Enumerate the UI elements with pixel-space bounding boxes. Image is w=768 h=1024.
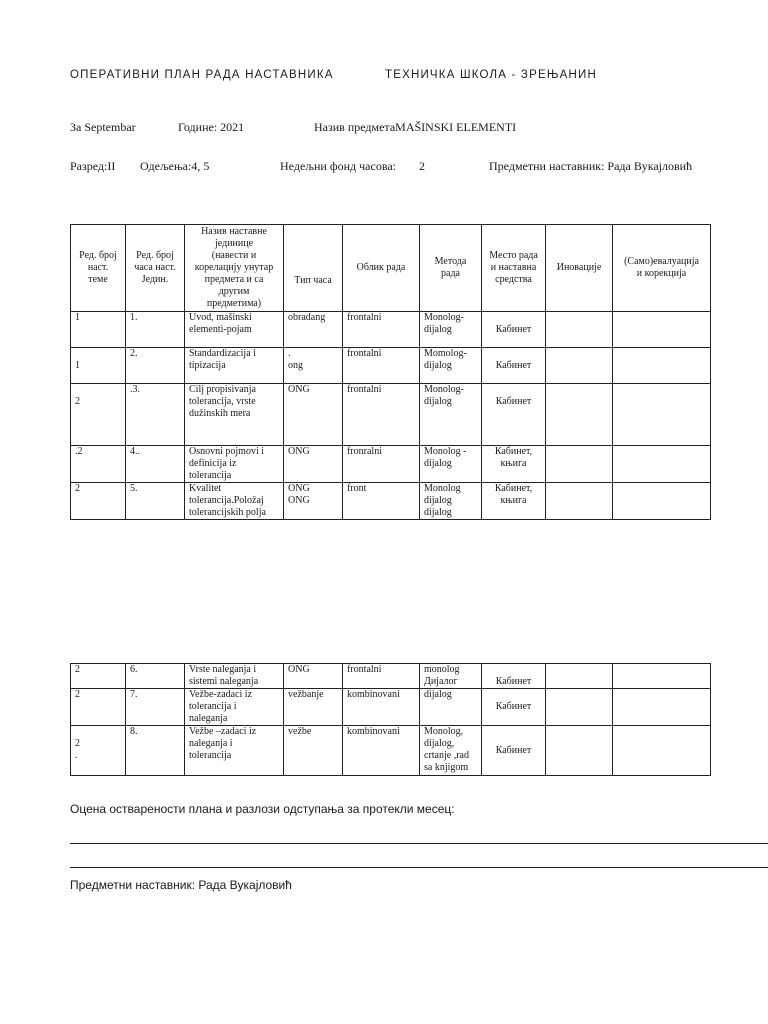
table-row (71, 312, 711, 348)
cell (546, 664, 613, 689)
grade-field: Разред:II (70, 159, 116, 173)
cell (546, 348, 613, 384)
cell (613, 446, 711, 483)
cell: dijalog (420, 689, 482, 726)
col-header: Ред. број часа наст. Једин. (126, 225, 185, 312)
table-row (71, 689, 711, 726)
cell (546, 384, 613, 446)
cell: kombinovani (343, 726, 420, 776)
cell: kombinovani (343, 689, 420, 726)
cell: frontalni (343, 664, 420, 689)
cell (613, 384, 711, 446)
col-header: Назив наставне јединице (навести и корелацију унутар предмета и са другим предметима) (185, 225, 284, 312)
cell (546, 446, 613, 483)
subject-label: Назив предмета (314, 120, 396, 134)
cell: Кабинет (482, 726, 546, 776)
table-row (71, 483, 711, 520)
cell: Кабинет (482, 384, 546, 446)
cell: .3. (126, 384, 185, 446)
col-header: Тип часа (284, 225, 343, 312)
divider (70, 867, 768, 868)
cell: 2. (126, 348, 185, 384)
cell (546, 483, 613, 520)
cell (546, 312, 613, 348)
school-name: ТЕХНИЧКА ШКОЛА - ЗРЕЊАНИН (385, 69, 597, 81)
cell: Osnovni pojmovi i definicija iz tolerancija (185, 446, 284, 483)
cell: Vežbe-zadaci iz tolerancija i naleganja (185, 689, 284, 726)
cell (546, 726, 613, 776)
cell: front (343, 483, 420, 520)
cell: Monolog- dijalog (420, 384, 482, 446)
cell: Standardizacija i tipizacija (185, 348, 284, 384)
classes-field: Одељења:4, 5 (140, 159, 210, 173)
cell: Monolog, dijalog, crtanje ,rad sa knjigom (420, 726, 482, 776)
weekly-hours-value: 2 (419, 159, 425, 173)
cell: ONG ONG (284, 483, 343, 520)
col-header: Ред. број наст. теме (71, 225, 126, 312)
cell (613, 726, 711, 776)
cell: Monolog- dijalog (420, 312, 482, 348)
cell: Кабинет, књига (482, 446, 546, 483)
cell: Vežbe –zadaci iz naleganja i tolerancija (185, 726, 284, 776)
cell: Uvod, mašinski elementi-pojam (185, 312, 284, 348)
weekly-hours-label: Недељни фонд часова: (280, 159, 396, 173)
cell: 2 (71, 483, 126, 520)
cell: frontalni (343, 348, 420, 384)
subject-field (314, 120, 516, 135)
cell (613, 689, 711, 726)
cell: 5. (126, 483, 185, 520)
table-header-row (71, 225, 711, 312)
cell: 1 (71, 312, 126, 348)
cell (613, 664, 711, 689)
cell: frontalni (343, 312, 420, 348)
cell: vežbanje (284, 689, 343, 726)
table-row (71, 446, 711, 483)
cell (613, 348, 711, 384)
cell: 7. (126, 689, 185, 726)
cell: 8. (126, 726, 185, 776)
cell: obradang (284, 312, 343, 348)
cell: Кабинет (482, 348, 546, 384)
table-row (71, 726, 711, 776)
cell (546, 689, 613, 726)
cell (613, 483, 711, 520)
cell: 2 . (71, 726, 126, 776)
cell: . ong (284, 348, 343, 384)
cell (613, 312, 711, 348)
cell: ONG (284, 664, 343, 689)
cell: 2 (71, 689, 126, 726)
cell: 2 (71, 664, 126, 689)
col-header: (Само)евалуација и корекција (613, 225, 711, 312)
evaluation-label: Оцена остварености плана и разлози одступања за протекли месец: (70, 802, 455, 816)
cell: Momolog- dijalog (420, 348, 482, 384)
table-row (71, 348, 711, 384)
table-row (71, 664, 711, 689)
year-field: Године: 2021 (178, 120, 245, 134)
col-header: Облик рада (343, 225, 420, 312)
plan-table-page1 (70, 224, 711, 520)
cell: Кабинет (482, 689, 546, 726)
cell: Cilj propisivanja tolerancija, vrste dužinskih mera (185, 384, 284, 446)
cell: Monolog - dijalog (420, 446, 482, 483)
table-row (71, 384, 711, 446)
cell: .2 (71, 446, 126, 483)
divider (70, 843, 768, 844)
cell: Кабинет (482, 664, 546, 689)
plan-table-page2 (70, 663, 711, 776)
cell: monolog Дијалог (420, 664, 482, 689)
cell: Kvalitet tolerancija.Položaj tolerancijskih polja (185, 483, 284, 520)
cell: ONG (284, 446, 343, 483)
cell: 2 (71, 384, 126, 446)
cell: frontalni (343, 384, 420, 446)
footer-teacher: Предметни наставник: Рада Вукајловић (70, 878, 292, 892)
cell: Monolog dijalog dijalog (420, 483, 482, 520)
cell: Кабинет, књига (482, 483, 546, 520)
cell: fronralni (343, 446, 420, 483)
cell: 1. (126, 312, 185, 348)
month-field: За Septembar (70, 120, 136, 134)
cell: ONG (284, 384, 343, 446)
cell: 4.. (126, 446, 185, 483)
subject-value: MAŠINSKI ELEMENTI (395, 120, 517, 134)
col-header: Иновације (546, 225, 613, 312)
cell: vežbe (284, 726, 343, 776)
col-header: Метода рада (420, 225, 482, 312)
plan-title: ОПЕРАТИВНИ ПЛАН РАДА НАСТАВНИКА (70, 69, 334, 81)
cell: 1 (71, 348, 126, 384)
teacher-field: Предметни наставник: Рада Вукајловић (489, 159, 693, 173)
col-header: Место рада и наставна средства (482, 225, 546, 312)
cell: Vrste naleganja i sistemi naleganja (185, 664, 284, 689)
cell: 6. (126, 664, 185, 689)
cell: Кабинет (482, 312, 546, 348)
